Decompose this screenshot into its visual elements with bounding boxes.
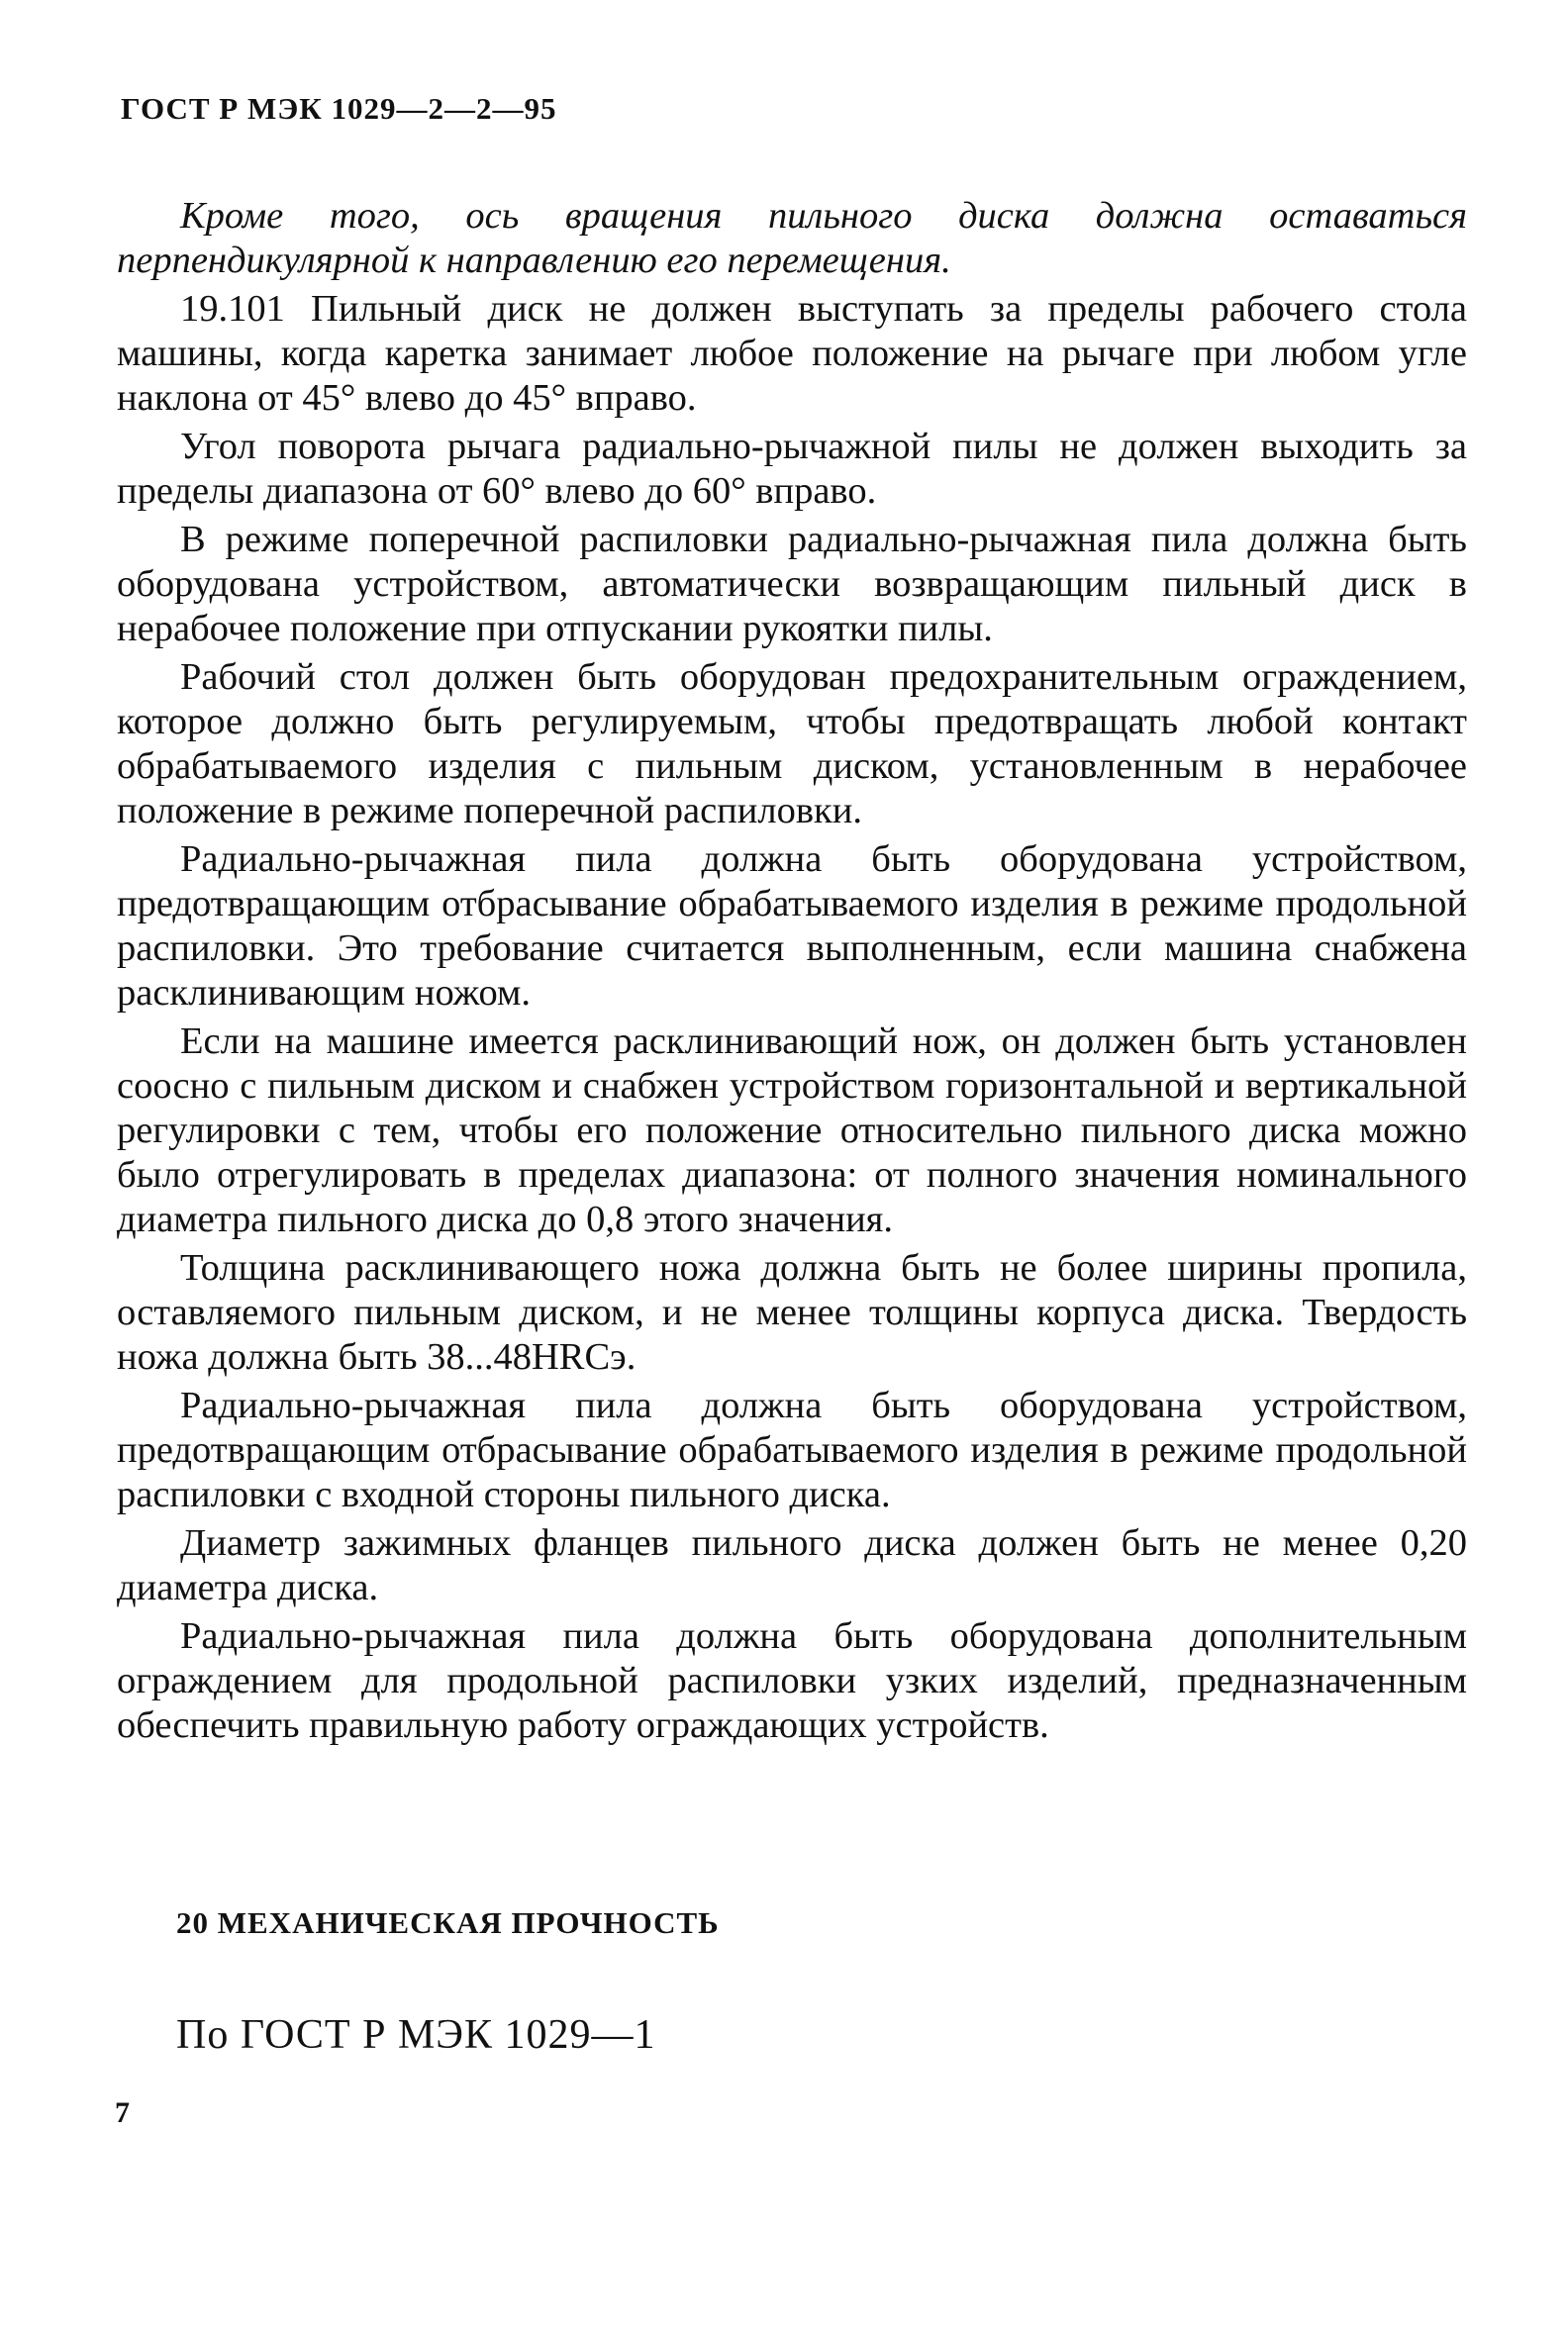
paragraph-additional-guard: Радиально-рычажная пила должна быть оборудована дополнительным ограждением для продольной распиловки узких изделий, предназначенным обеспечить правильную работу ограждающих устройств.	[117, 1615, 1467, 1746]
paragraph-kickback-device: Радиально-рычажная пила должна быть оборудована устройством, предотвращающим отбрасывание обрабатываемого изделия в режиме продольной распиловки. Это требование считается выполненным, если машина снабжена расклинивающим ножом.	[117, 838, 1467, 1014]
section-title: 20 МЕХАНИЧЕСКАЯ ПРОЧНОСТЬ	[176, 1905, 720, 1940]
paragraph-table-guard: Рабочий стол должен быть оборудован предохранительным ограждением, которое должно быть регулируемым, чтобы предотвращать любой контакт обрабатываемого изделия с пильным диском, установленным в нерабочее положение в режиме поперечной распиловки.	[117, 656, 1467, 831]
paragraph-riving-knife: Если на машине имеется расклинивающий нож, он должен быть установлен соосно с пильным диском и снабжен устройством горизонтальной и вертикальной регулировки с тем, чтобы его положение относительно пильного диска можно было отрегулировать в пределах диапазона: от полного значения номинального диаметра пильного диска до 0,8 этого значения.	[117, 1020, 1467, 1240]
section-reference: По ГОСТ Р МЭК 1029—1	[176, 2012, 656, 2058]
standard-header: ГОСТ Р МЭК 1029—2—2—95	[121, 91, 557, 126]
paragraph-19-101: 19.101 Пильный диск не должен выступать за пределы рабочего стола машины, когда каретка занимает любое положение на рычаге при любом угле наклона от 45° влево до 45° вправо.	[117, 288, 1467, 419]
paragraph-arm-rotation: Угол поворота рычага радиально-рычажной пилы не должен выходить за пределы диапазона от 60° влево до 60° вправо.	[117, 426, 1467, 512]
paragraph-flange-diameter: Диаметр зажимных фланцев пильного диска должен быть не менее 0,20 диаметра диска.	[117, 1522, 1467, 1608]
paragraph-infeed-side: Радиально-рычажная пила должна быть оборудована устройством, предотвращающим отбрасывание обрабатываемого изделия в режиме продольной распиловки с входной стороны пильного диска.	[117, 1385, 1467, 1515]
page-number: 7	[115, 2096, 130, 2129]
paragraph-crosscut-return: В режиме поперечной распиловки радиально-рычажная пила должна быть оборудована устройством, автоматически возвращающим пильный диск в нерабочее положение при отпускании рукоятки пилы.	[117, 519, 1467, 649]
paragraph-knife-thickness: Толщина расклинивающего ножа должна быть не более ширины пропила, оставляемого пильным диском, и не менее толщины корпуса диска. Твердость ножа должна быть 38...48HRCэ.	[117, 1247, 1467, 1378]
paragraph-italic-continuation: Кроме того, ось вращения пильного диска должна оставаться перпендикулярной к направлению его перемещения.	[117, 195, 1467, 281]
body-text	[117, 194, 1467, 1748]
